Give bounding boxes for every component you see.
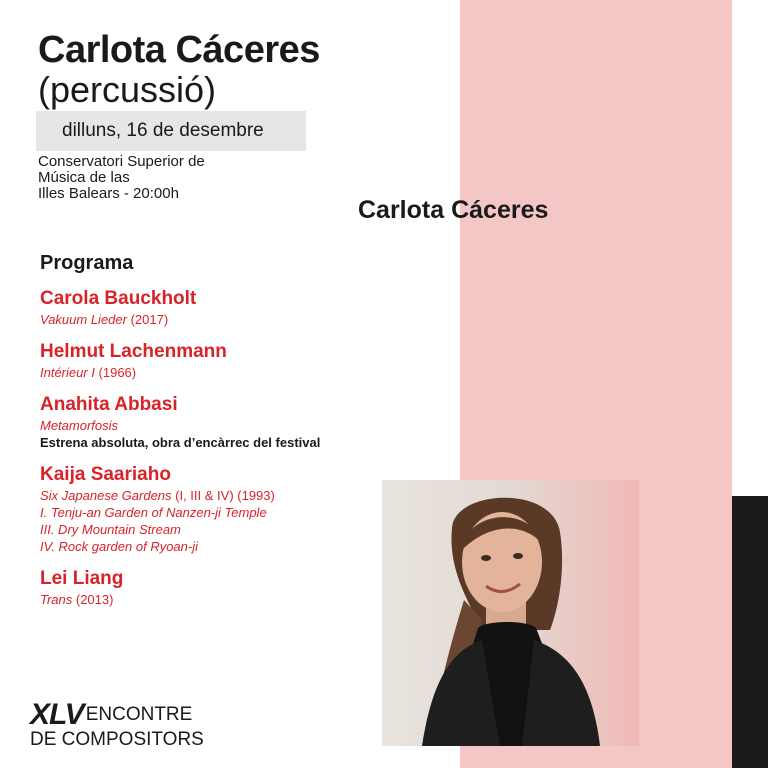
work-title-italic: Trans <box>40 592 73 607</box>
composer-name: Lei Liang <box>40 568 124 589</box>
program-item <box>40 393 460 451</box>
work-title-italic: I. Tenju-an Garden of Nanzen-ji Temple <box>40 505 267 520</box>
venue-line: Música de las <box>38 169 130 186</box>
composer-name: Carola Bauckholt <box>40 288 197 309</box>
work-title-italic: Intérieur I <box>40 365 95 380</box>
logo-mark: XLV <box>30 698 84 731</box>
composer-name: Helmut Lachenmann <box>40 341 227 362</box>
program-item <box>40 287 460 328</box>
work-title-italic: Metamorfosis <box>40 418 119 433</box>
work-title-italic: Six Japanese Gardens <box>40 488 172 503</box>
work-detail: (2013) <box>72 592 114 607</box>
black-accent-bar <box>732 496 768 768</box>
page-title: Carlota Cáceres <box>38 29 320 71</box>
page-subtitle: (percussió) <box>38 69 217 110</box>
venue-line: Conservatori Superior de <box>38 153 205 170</box>
photo-caption: Carlota Cáceres <box>358 196 549 224</box>
composer-name: Kaija Saariaho <box>40 464 171 485</box>
work-title <box>40 417 460 434</box>
work-title-italic: Vakuum Lieder <box>40 312 127 327</box>
logo-text-line2: DE COMPOSITORS <box>30 729 204 750</box>
venue-info <box>38 154 318 202</box>
work-title <box>40 311 460 328</box>
premiere-note: Estrena absoluta, obra d’encàrrec del festival <box>40 435 321 450</box>
logo-text-line1: ENCONTRE <box>85 704 193 725</box>
work-title <box>40 364 460 381</box>
work-detail: (I, III & IV) (1993) <box>171 488 275 503</box>
work-title-italic: III. Dry Mountain Stream <box>40 522 181 537</box>
work-detail: (1966) <box>94 365 137 380</box>
composer-name: Anahita Abbasi <box>40 394 178 415</box>
performer-portrait-illustration <box>382 480 639 746</box>
festival-logo <box>30 700 204 750</box>
venue-line: Illes Balears - 20:00h <box>38 185 179 202</box>
date-badge: dilluns, 16 de desembre <box>36 111 306 151</box>
performer-photo <box>382 480 639 746</box>
work-title-italic: IV. Rock garden of Ryoan-ji <box>40 539 198 554</box>
program-item <box>40 340 460 381</box>
work-detail: (2017) <box>126 312 169 327</box>
program-heading: Programa <box>40 252 134 274</box>
